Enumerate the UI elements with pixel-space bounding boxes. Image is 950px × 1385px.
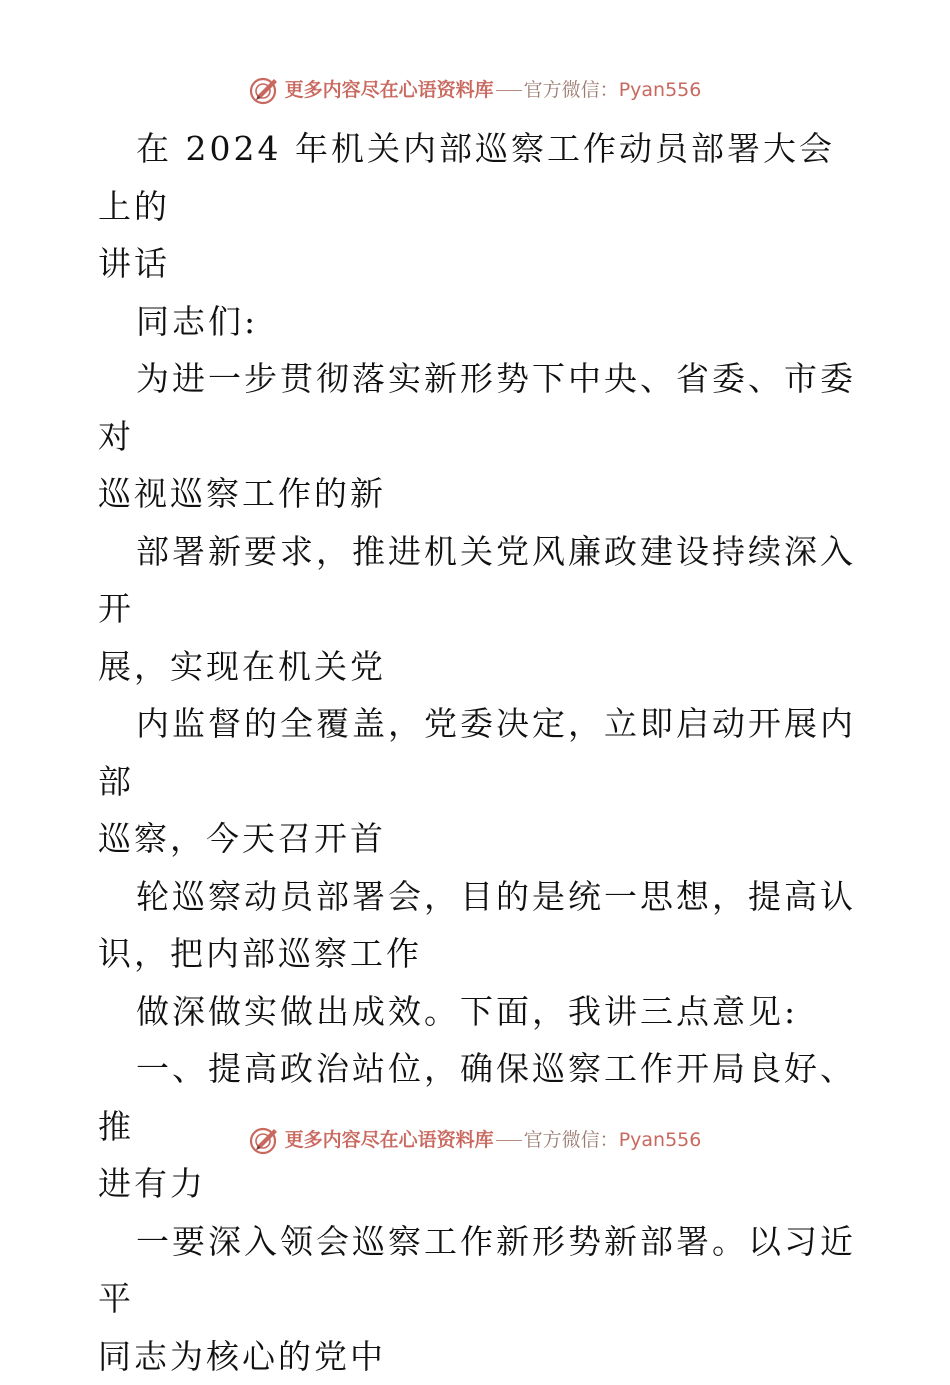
paragraph-line: 展，实现在机关党 <box>98 638 858 696</box>
paragraph <box>98 983 858 1041</box>
paragraph-line: 识，把内部巡察工作 <box>98 925 858 983</box>
watermark-main-text: 更多内容尽在心语资料库 <box>285 81 494 100</box>
paragraph-title <box>98 120 858 293</box>
paragraph-line: 部署新要求，推进机关党风廉政建设持续深入开 <box>98 523 858 638</box>
brand-logo-icon <box>249 74 281 106</box>
paragraph <box>98 350 858 523</box>
paragraph-line: 做深做实做出成效。下面，我讲三点意见: <box>98 983 858 1041</box>
brand-logo-icon <box>249 1124 281 1156</box>
paragraph-line: 同志为核心的党中 <box>98 1328 858 1385</box>
watermark-sub-text: 官方微信： <box>524 1131 619 1150</box>
document-body <box>98 120 858 1385</box>
watermark-id-text: Pyan556 <box>619 1131 702 1150</box>
paragraph-line: 进有力 <box>98 1155 858 1213</box>
paragraph-line: 巡察，今天召开首 <box>98 810 858 868</box>
paragraph-line: 巡视巡察工作的新 <box>98 465 858 523</box>
paragraph-line: 同志们: <box>98 293 858 351</box>
paragraph-line: 内监督的全覆盖，党委决定，立即启动开展内部 <box>98 695 858 810</box>
watermark-dash <box>496 1140 522 1141</box>
watermark-header <box>0 70 950 110</box>
watermark-sub-text: 官方微信： <box>524 81 619 100</box>
watermark-footer <box>0 1120 950 1160</box>
paragraph-line: 轮巡察动员部署会，目的是统一思想，提高认 <box>98 868 858 926</box>
paragraph-line: 为进一步贯彻落实新形势下中央、省委、市委对 <box>98 350 858 465</box>
paragraph <box>98 695 858 868</box>
paragraph-salutation <box>98 293 858 351</box>
paragraph-line: 在 2024 年机关内部巡察工作动员部署大会上的 <box>98 120 858 235</box>
paragraph-line: 讲话 <box>98 235 858 293</box>
watermark-id-text: Pyan556 <box>619 81 702 100</box>
paragraph-line: 一要深入领会巡察工作新形势新部署。以习近平 <box>98 1213 858 1328</box>
watermark-dash <box>496 90 522 91</box>
watermark-main-text: 更多内容尽在心语资料库 <box>285 1131 494 1150</box>
paragraph <box>98 1213 858 1385</box>
paragraph <box>98 868 858 983</box>
paragraph <box>98 523 858 696</box>
paragraph-line: 一、提高政治站位，确保巡察工作开局良好、推 <box>98 1040 858 1155</box>
